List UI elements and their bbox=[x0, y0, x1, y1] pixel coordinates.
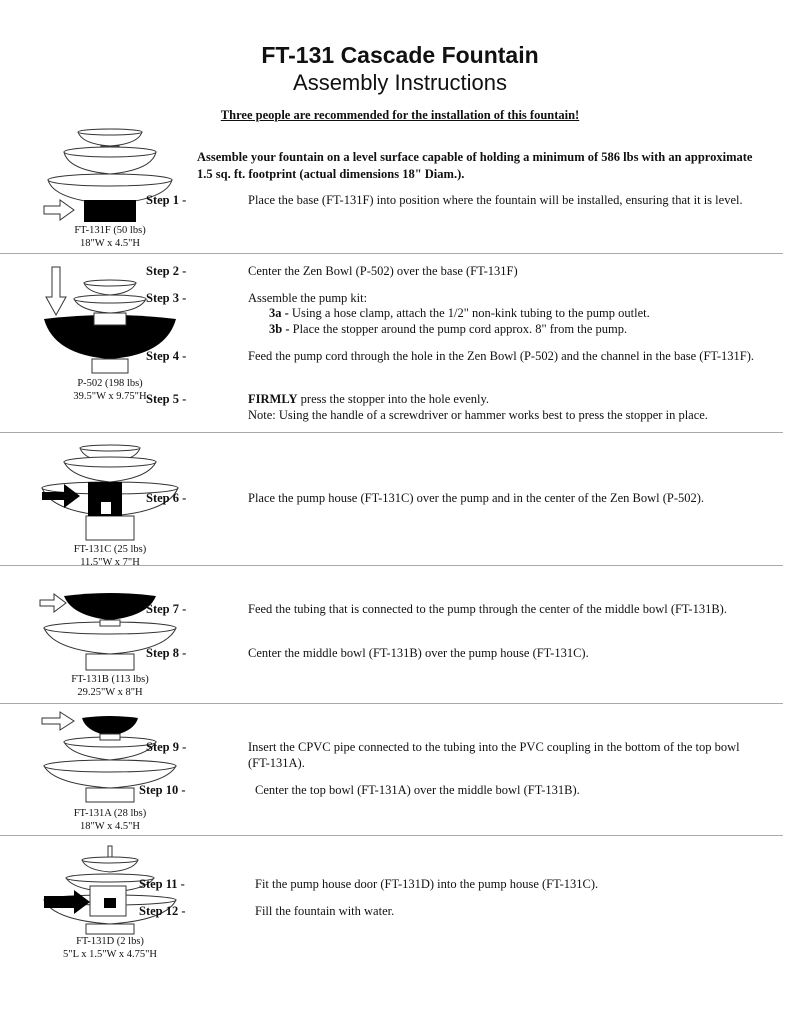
section-divider bbox=[0, 703, 783, 704]
step-note: Note: Using the handle of a screwdriver or hammer works best to press the stopper in place. bbox=[248, 408, 708, 422]
step-text: Place the pump house (FT-131C) over the pump and in the center of the Zen Bowl (P-502). bbox=[248, 491, 705, 505]
step-label: Step 3 - bbox=[146, 291, 187, 305]
arrow-right-outline-icon bbox=[42, 712, 74, 730]
part-dimensions: 29.25"W x 8"H bbox=[77, 687, 143, 698]
substep-text: Using a hose clamp, attach the 1/2" non-kink tubing to the pump outlet. bbox=[288, 306, 650, 320]
part-dimensions: 18"W x 4.5"H bbox=[79, 238, 140, 249]
step-text: Insert the CPVC pipe connected to the tubing into the PVC coupling in the bottom of the top bowl (FT-131A). bbox=[248, 740, 740, 770]
document-subtitle: Assembly Instructions bbox=[293, 70, 507, 95]
step-label: Step 1 - bbox=[146, 193, 187, 207]
step-label: Step 12 - bbox=[139, 904, 186, 918]
part-caption bbox=[40, 224, 180, 250]
step-text: Center the middle bowl (FT-131B) over the pump house (FT-131C). bbox=[248, 646, 589, 660]
part-name-weight: FT-131C (25 lbs) bbox=[73, 544, 147, 555]
step-1 bbox=[146, 192, 757, 208]
part-dimensions: 5"L x 1.5"W x 4.75"H bbox=[63, 949, 157, 960]
part-caption bbox=[40, 935, 180, 961]
document-title: FT-131 Cascade Fountain bbox=[261, 42, 539, 68]
step-label: Step 4 - bbox=[146, 349, 187, 363]
arrow-right-outline-icon bbox=[40, 594, 66, 612]
step-text: Feed the pump cord through the hole in the Zen Bowl (P-502) and the channel in the base (FT-131F). bbox=[248, 349, 755, 363]
step-9 bbox=[146, 739, 757, 771]
step-label: Step 10 - bbox=[139, 783, 186, 797]
part-name-weight: FT-131A (28 lbs) bbox=[73, 808, 147, 819]
step-text: Fill the fountain with water. bbox=[255, 904, 395, 918]
substep-label: 3a - bbox=[269, 306, 289, 320]
substep-3a bbox=[269, 305, 650, 321]
installation-warning: Three people are recommended for the installation of this fountain! bbox=[220, 108, 580, 122]
step-text: Center the Zen Bowl (P-502) over the base (FT-131F) bbox=[248, 264, 518, 278]
step-label: Step 7 - bbox=[146, 602, 187, 616]
step-7 bbox=[146, 601, 757, 617]
step-6 bbox=[146, 490, 757, 506]
section-divider bbox=[0, 253, 783, 254]
substep-label: 3b - bbox=[269, 322, 290, 336]
step-2 bbox=[146, 263, 757, 279]
part-caption bbox=[40, 807, 180, 833]
part-caption bbox=[40, 673, 180, 699]
part-dimensions: 39.5"W x 9.75"H bbox=[73, 391, 147, 402]
step-label: Step 5 - bbox=[146, 392, 187, 406]
substep-text: Place the stopper around the pump cord approx. 8" from the pump. bbox=[289, 322, 628, 336]
step-text: press the stopper into the hole evenly. bbox=[297, 392, 490, 406]
step-text: Center the top bowl (FT-131A) over the middle bowl (FT-131B). bbox=[255, 783, 580, 797]
step-label: Step 9 - bbox=[146, 740, 187, 754]
step-text: Place the base (FT-131F) into position where the fountain will be installed, ensuring that it is level. bbox=[248, 193, 743, 207]
step-4 bbox=[146, 348, 757, 364]
part-caption bbox=[40, 543, 180, 569]
step-3 bbox=[146, 290, 757, 306]
part-name-weight: P-502 (198 lbs) bbox=[77, 378, 143, 389]
part-dimensions: 11.5"W x 7"H bbox=[80, 557, 140, 568]
arrow-down-outline-icon bbox=[46, 267, 66, 315]
part-name-weight: FT-131F (50 lbs) bbox=[74, 225, 146, 236]
step-label: Step 8 - bbox=[146, 646, 187, 660]
step-text: Fit the pump house door (FT-131D) into the pump house (FT-131C). bbox=[255, 877, 599, 891]
section-divider bbox=[0, 432, 783, 433]
step-10 bbox=[139, 782, 757, 798]
part-dimensions: 18"W x 4.5"H bbox=[79, 821, 140, 832]
step-8 bbox=[146, 645, 757, 661]
intro-paragraph: Assemble your fountain on a level surface capable of holding a minimum of 586 lbs with an approximate 1.5 sq. ft. footprint (actual dimensions 18" Diam.). bbox=[197, 150, 753, 181]
part-name-weight: FT-131D (2 lbs) bbox=[76, 936, 144, 947]
substep-3b bbox=[269, 321, 627, 337]
step-label: Step 2 - bbox=[146, 264, 187, 278]
section-divider bbox=[0, 835, 783, 836]
step-text: Feed the tubing that is connected to the pump through the center of the middle bowl (FT-131B). bbox=[248, 602, 727, 616]
step-label: Step 11 - bbox=[139, 877, 185, 891]
step-emphasis: FIRMLY bbox=[248, 392, 298, 406]
arrow-right-outline-icon bbox=[44, 200, 74, 220]
step-text: Assemble the pump kit: bbox=[248, 291, 368, 305]
step-label: Step 6 - bbox=[146, 491, 187, 505]
step-11 bbox=[139, 876, 757, 892]
step-12 bbox=[139, 903, 757, 919]
part-name-weight: FT-131B (113 lbs) bbox=[71, 674, 149, 685]
step-5 bbox=[146, 391, 757, 423]
